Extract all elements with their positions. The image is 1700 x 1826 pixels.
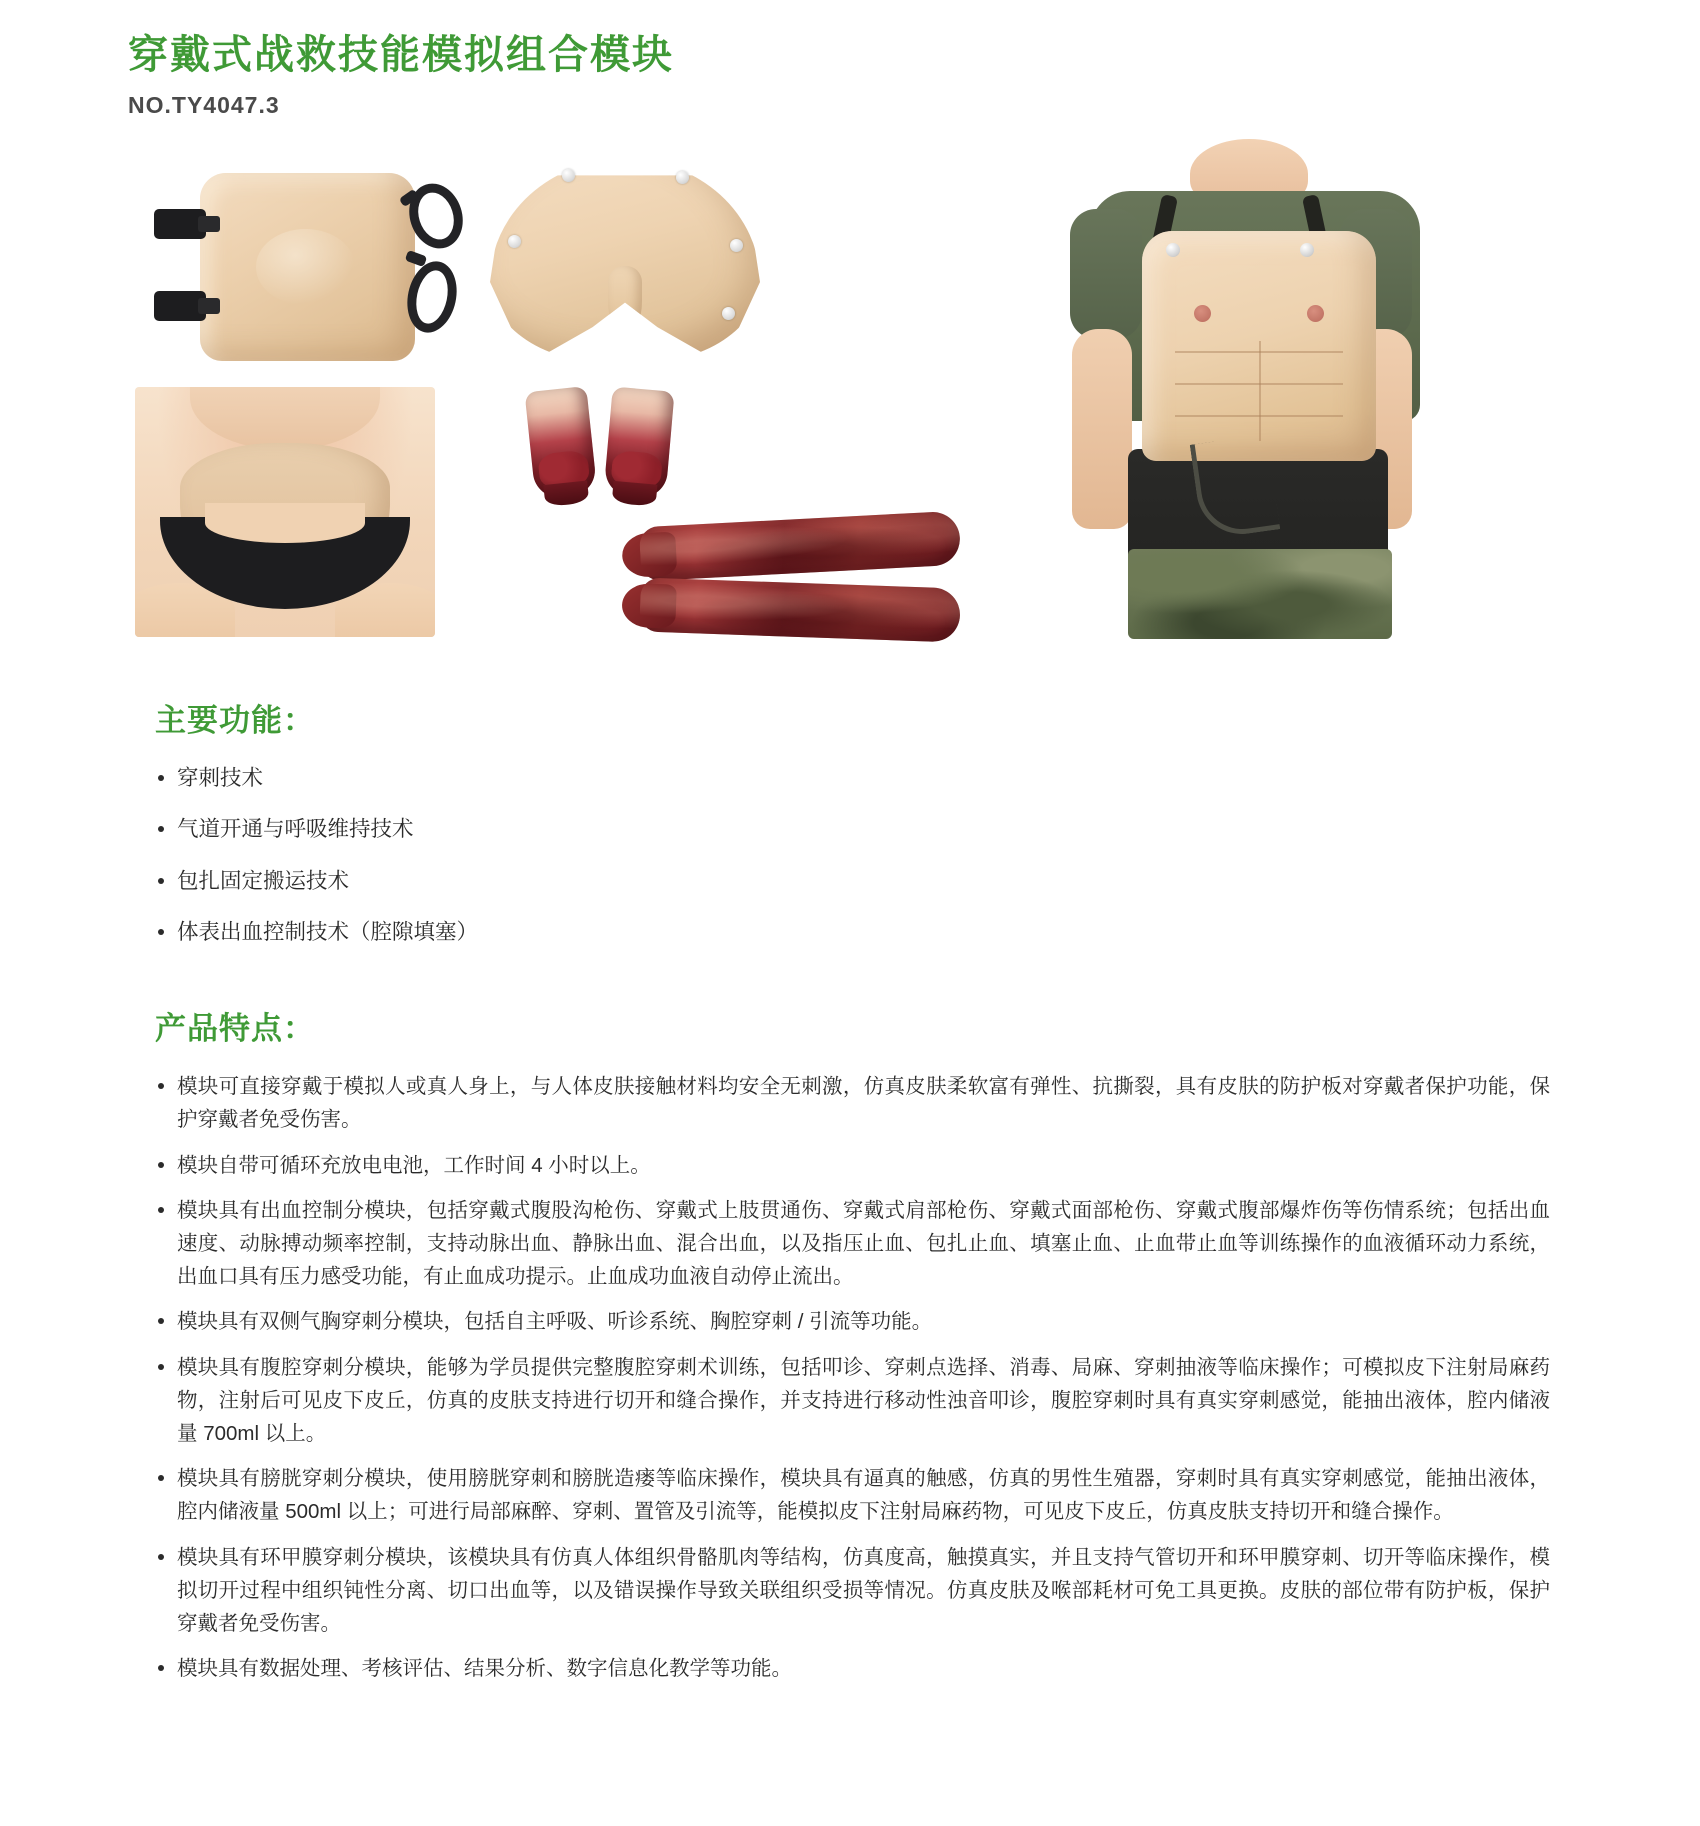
main-functions-section: [0, 695, 1700, 949]
model-sleeve-left: [1070, 209, 1142, 339]
figure-burned-arms: [640, 519, 970, 654]
list-item: 模块具有数据处理、考核评估、结果分析、数字信息化教学等功能。: [155, 1652, 1550, 1685]
main-functions-heading: 主要功能：: [155, 703, 315, 738]
chin-shape: [190, 387, 380, 450]
list-item: 模块具有膀胱穿刺分模块，使用膀胱穿刺和膀胱造瘘等临床操作，模块具有逼真的触感，仿真的男性生殖器，穿刺时具有真实穿刺感觉，能抽出液体，腔内储液量 500ml 以上；可进行局部麻醉、穿刺、置管及引流等，能模拟皮下注射局麻药物，可见皮下皮丘，仿真皮肤支持切开和缝合操作。: [155, 1462, 1550, 1528]
wounded-arm-upper: [639, 511, 961, 582]
product-features-list: [155, 1070, 1550, 1685]
snap-button-icon: [722, 307, 735, 320]
product-image-gallery: [0, 159, 1700, 649]
figure-groin-abdomen-pad: [490, 159, 760, 364]
list-item: 模块具有出血控制分模块，包括穿戴式腹股沟枪伤、穿戴式上肢贯通伤、穿戴式肩部枪伤、穿戴式面部枪伤、穿戴式腹部爆炸伤等伤情系统；包括出血速度、动脉搏动频率控制，支持动脉出血、静脉出血、混合出血，以及指压止血、包扎止血、填塞止血、止血带止血等训练操作的血液循环动力系统，出血口具有压力感受功能，有止血成功提示。止血成功血液自动停止流出。: [155, 1194, 1550, 1294]
list-item: 模块具有腹腔穿刺分模块，能够为学员提供完整腹腔穿刺术训练，包括叩诊、穿刺点选择、消毒、局麻、穿刺抽液等临床操作；可模拟皮下注射局麻药物，注射后可见皮下皮丘，仿真的皮肤支持进行切开和缝合操作，并支持进行移动性浊音叩诊，腹腔穿刺时具有真实穿刺感觉，能抽出液体，腔内储液量 700ml 以上。: [155, 1351, 1550, 1451]
product-features-heading: 产品特点：: [155, 1011, 315, 1047]
snap-button-icon: [1300, 243, 1314, 257]
list-item: 体表出血控制技术（腔隙填塞）: [155, 916, 1550, 949]
product-features-section: [0, 1003, 1700, 1685]
arm-hand: [621, 583, 677, 629]
main-functions-list: [155, 762, 1550, 949]
figure-amputated-hands: [530, 389, 690, 509]
page-header: [0, 0, 1700, 119]
snap-button-icon: [1166, 243, 1180, 257]
nipple-right: [1307, 305, 1324, 322]
wearable-torso-module: [1142, 231, 1376, 461]
male-genital-simulation: [608, 266, 642, 336]
groin-pad-shape: [490, 159, 760, 364]
model-number: NO.TY4047.3: [128, 92, 280, 118]
wounded-arm-lower: [639, 577, 961, 642]
neck-photo: [135, 387, 435, 637]
snap-button-icon: [676, 171, 689, 184]
strap-buckle-icon: [154, 209, 206, 239]
list-item: 气道开通与呼吸维持技术: [155, 813, 1550, 846]
strap-buckle-icon: [154, 291, 206, 321]
nipple-left: [1194, 305, 1211, 322]
page-title: 穿戴式战救技能模拟组合模块: [128, 33, 674, 77]
snap-button-icon: [562, 169, 575, 182]
amputated-hand-right: [603, 387, 674, 500]
list-item: 模块自带可循环充放电电池，工作时间 4 小时以上。: [155, 1149, 1550, 1182]
snap-button-icon: [730, 239, 743, 252]
model-camo-trousers: [1128, 549, 1392, 639]
snap-button-icon: [508, 235, 521, 248]
figure-chest-plate-with-straps: [140, 169, 470, 369]
chest-plate-shape: [200, 173, 415, 361]
arm-hand: [621, 532, 677, 579]
figure-neck-cricothyroid-collar: [135, 387, 435, 637]
figure-model-wearing-torso: [960, 139, 1520, 639]
abdominal-midline: [1259, 341, 1261, 441]
amputated-hand-left: [525, 386, 598, 500]
list-item: 穿刺技术: [155, 762, 1550, 795]
list-item: 模块具有环甲膜穿刺分模块，该模块具有仿真人体组织骨骼肌肉等结构，仿真度高，触摸真实，并且支持气管切开和环甲膜穿刺、切开等临床操作，模拟切开过程中组织钝性分离、切口出血等，以及错误操作导致关联组织受损等情况。仿真皮肤及喉部耗材可免工具更换。皮肤的部位带有防护板，保护穿戴者免受伤害。: [155, 1541, 1550, 1641]
model-arm-left: [1072, 329, 1132, 529]
list-item: 模块可直接穿戴于模拟人或真人身上，与人体皮肤接触材料均安全无刺激，仿真皮肤柔软富有弹性、抗撕裂，具有皮肤的防护板对穿戴者保护功能，保护穿戴者免受伤害。: [155, 1070, 1550, 1136]
list-item: 包扎固定搬运技术: [155, 865, 1550, 898]
list-item: 模块具有双侧气胸穿刺分模块，包括自主呼吸、听诊系统、胸腔穿刺 / 引流等功能。: [155, 1305, 1550, 1338]
